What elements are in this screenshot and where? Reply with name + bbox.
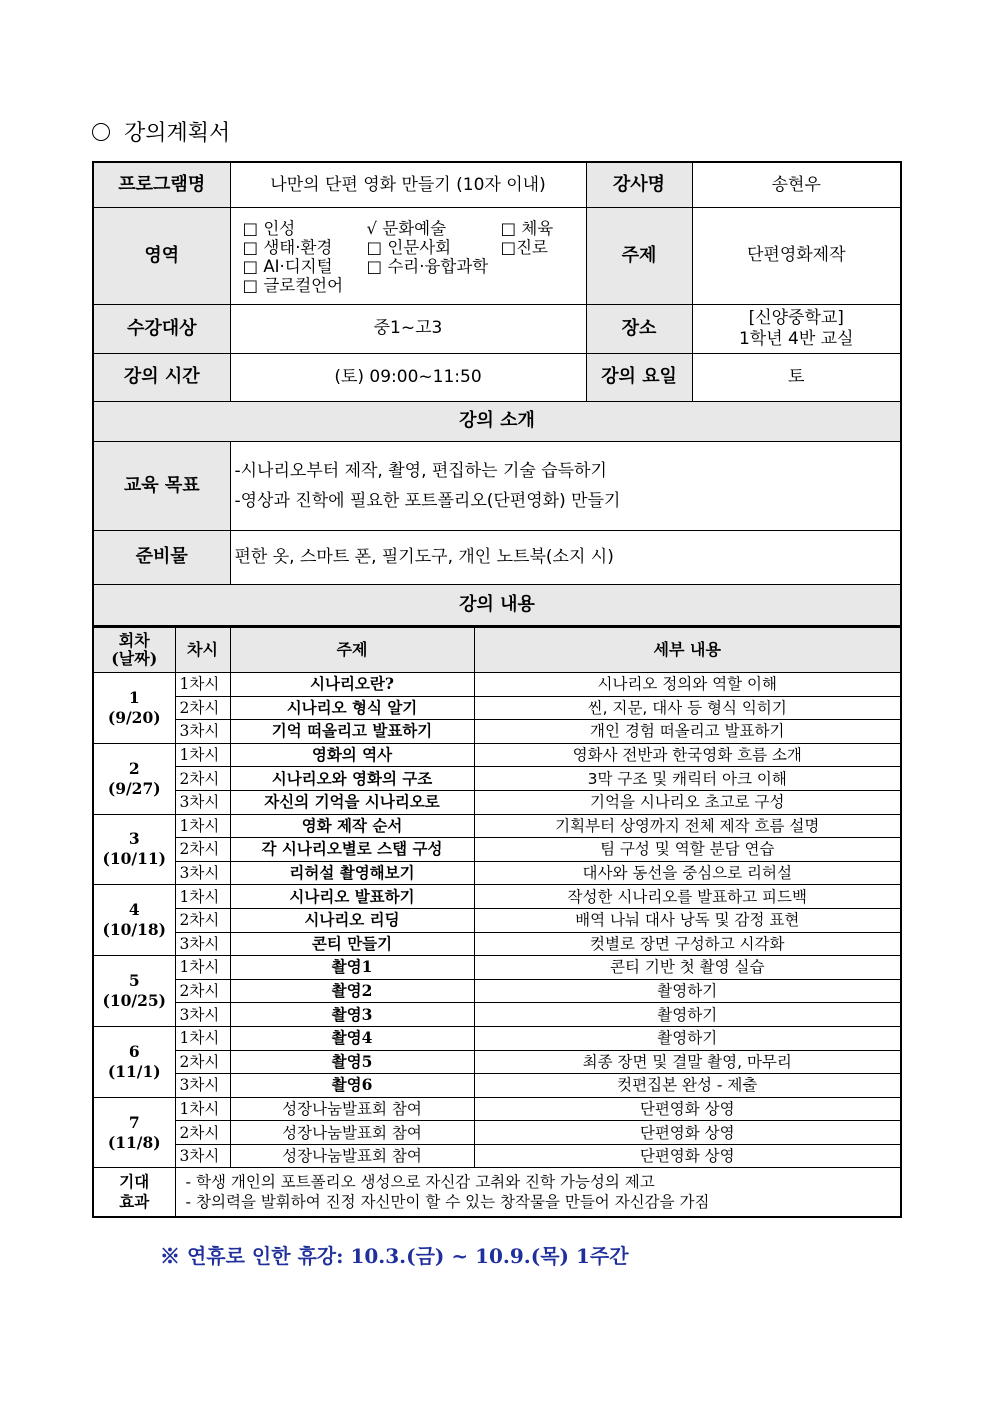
area-label: 영역 bbox=[93, 207, 230, 304]
area-option: □ 생태·환경 bbox=[242, 237, 333, 257]
detail-cell: 개인 경험 떠올리고 발표하기 bbox=[474, 720, 901, 744]
topic-cell: 성장나눔발표회 참여 bbox=[230, 1121, 474, 1145]
place-label: 장소 bbox=[586, 304, 692, 353]
goal-line2: -영상과 진학에 필요한 포트폴리오(단편영화) 만들기 bbox=[234, 490, 621, 511]
session-date: (10/11) bbox=[102, 849, 166, 869]
table-row bbox=[93, 1121, 901, 1145]
detail-cell: 대사와 동선을 중심으로 리허설 bbox=[474, 861, 901, 885]
effect-label bbox=[93, 1168, 175, 1217]
col-detail-header: 세부 내용 bbox=[474, 628, 901, 673]
table-row bbox=[93, 1050, 901, 1074]
topic-cell: 시나리오 리딩 bbox=[230, 908, 474, 932]
topic-cell: 시나리오와 영화의 구조 bbox=[230, 767, 474, 791]
detail-cell: 단편영화 상영 bbox=[474, 1121, 901, 1145]
program-label: 프로그램명 bbox=[93, 162, 230, 207]
session-date: (11/8) bbox=[107, 1132, 161, 1152]
topic-cell: 각 시나리오별로 스탭 구성 bbox=[230, 838, 474, 862]
session-number: 7 bbox=[128, 1112, 140, 1132]
topic-cell: 촬영2 bbox=[230, 979, 474, 1003]
info-table bbox=[92, 161, 902, 627]
table-row bbox=[93, 696, 901, 720]
col-session-line1: 회차 bbox=[118, 631, 150, 650]
topic-cell: 촬영4 bbox=[230, 1026, 474, 1050]
detail-cell: 배역 나눠 대사 낭독 및 감정 표현 bbox=[474, 908, 901, 932]
detail-cell: 촬영하기 bbox=[474, 979, 901, 1003]
holiday-notice: ※ 연휴로 인한 휴강: 10.3.(금) ~ 10.9.(목) 1주간 bbox=[160, 1244, 629, 1268]
period-cell: 2차시 bbox=[175, 1050, 230, 1074]
period-cell: 2차시 bbox=[175, 838, 230, 862]
topic-cell: 영화 제작 순서 bbox=[230, 814, 474, 838]
detail-cell: 시나리오 정의와 역할 이해 bbox=[474, 673, 901, 697]
table-row bbox=[93, 814, 901, 838]
detail-cell: 컷편집본 완성 - 제출 bbox=[474, 1074, 901, 1098]
session-date: (10/25) bbox=[102, 991, 166, 1011]
area-checkbox-group bbox=[230, 207, 586, 304]
table-row bbox=[93, 979, 901, 1003]
session-cell bbox=[93, 814, 175, 885]
detail-cell: 촬영하기 bbox=[474, 1026, 901, 1050]
session-cell bbox=[93, 885, 175, 956]
area-option: □ AI·디지털 bbox=[242, 256, 333, 276]
session-date: (10/18) bbox=[102, 920, 166, 940]
area-option: □진로 bbox=[500, 237, 548, 257]
effect-line2: - 창의력을 발휘하여 진정 자신만이 할 수 있는 창작물을 만들어 자신감을 가짐 bbox=[185, 1193, 710, 1212]
period-cell: 1차시 bbox=[175, 1097, 230, 1121]
area-option: □ 인성 bbox=[242, 218, 296, 238]
table-row bbox=[93, 1097, 901, 1121]
topic-cell: 자신의 기억을 시나리오로 bbox=[230, 790, 474, 814]
detail-cell: 씬, 지문, 대사 등 형식 익히기 bbox=[474, 696, 901, 720]
subject-label: 주제 bbox=[586, 207, 692, 304]
period-cell: 1차시 bbox=[175, 885, 230, 909]
table-row bbox=[93, 1003, 901, 1027]
session-number: 5 bbox=[128, 971, 140, 991]
period-cell: 3차시 bbox=[175, 1003, 230, 1027]
prep-label: 준비물 bbox=[93, 530, 230, 584]
topic-cell: 콘티 만들기 bbox=[230, 932, 474, 956]
place-line2: 1학년 4반 교실 bbox=[738, 328, 854, 349]
session-cell bbox=[93, 1097, 175, 1168]
period-cell: 3차시 bbox=[175, 1074, 230, 1098]
detail-cell: 팀 구성 및 역할 분담 연습 bbox=[474, 838, 901, 862]
period-cell: 3차시 bbox=[175, 932, 230, 956]
area-option: √ 문화예술 bbox=[366, 218, 447, 238]
topic-cell: 성장나눔발표회 참여 bbox=[230, 1097, 474, 1121]
session-date: (9/20) bbox=[107, 707, 161, 727]
period-cell: 2차시 bbox=[175, 767, 230, 791]
topic-cell: 성장나눔발표회 참여 bbox=[230, 1144, 474, 1168]
table-row bbox=[93, 908, 901, 932]
topic-cell: 기억 떠올리고 발표하기 bbox=[230, 720, 474, 744]
period-cell: 3차시 bbox=[175, 1144, 230, 1168]
topic-cell: 촬영6 bbox=[230, 1074, 474, 1098]
table-row bbox=[93, 673, 901, 697]
circle-bullet-icon bbox=[92, 123, 110, 141]
instructor-label: 강사명 bbox=[586, 162, 692, 207]
target-label: 수강대상 bbox=[93, 304, 230, 353]
heading-text: 강의계획서 bbox=[124, 121, 231, 146]
period-cell: 1차시 bbox=[175, 956, 230, 980]
session-date: (11/1) bbox=[107, 1061, 161, 1081]
detail-cell: 작성한 시나리오를 발표하고 피드백 bbox=[474, 885, 901, 909]
detail-cell: 영화사 전반과 한국영화 흐름 소개 bbox=[474, 743, 901, 767]
intro-section-title: 강의 소개 bbox=[93, 401, 901, 441]
col-session-line2: (날짜) bbox=[111, 649, 158, 668]
topic-cell: 촬영3 bbox=[230, 1003, 474, 1027]
detail-cell: 단편영화 상영 bbox=[474, 1097, 901, 1121]
area-option: □ 수리·융합과학 bbox=[366, 256, 489, 276]
period-cell: 3차시 bbox=[175, 861, 230, 885]
table-row bbox=[93, 767, 901, 791]
session-number: 2 bbox=[128, 758, 140, 778]
area-option: □ 체육 bbox=[500, 218, 554, 238]
session-date: (9/27) bbox=[107, 778, 161, 798]
period-cell: 1차시 bbox=[175, 743, 230, 767]
period-cell: 1차시 bbox=[175, 814, 230, 838]
topic-cell: 리허설 촬영해보기 bbox=[230, 861, 474, 885]
session-cell bbox=[93, 956, 175, 1027]
table-row bbox=[93, 838, 901, 862]
session-cell bbox=[93, 673, 175, 744]
table-row bbox=[93, 932, 901, 956]
table-row bbox=[93, 885, 901, 909]
session-number: 6 bbox=[128, 1041, 140, 1061]
goal-line1: -시나리오부터 제작, 촬영, 편집하는 기술 습득하기 bbox=[234, 460, 607, 481]
goal-label: 교육 목표 bbox=[93, 441, 230, 530]
topic-cell: 영화의 역사 bbox=[230, 743, 474, 767]
schedule-table bbox=[92, 627, 902, 1218]
session-cell bbox=[93, 743, 175, 814]
table-row bbox=[93, 861, 901, 885]
instructor-value: 송현우 bbox=[692, 162, 901, 207]
goal-value bbox=[230, 441, 901, 530]
col-topic-header: 주제 bbox=[230, 628, 474, 673]
subject-value: 단편영화제작 bbox=[692, 207, 901, 304]
topic-cell: 시나리오 발표하기 bbox=[230, 885, 474, 909]
table-row bbox=[93, 790, 901, 814]
document-heading bbox=[92, 116, 230, 147]
detail-cell: 촬영하기 bbox=[474, 1003, 901, 1027]
day-label: 강의 요일 bbox=[586, 353, 692, 401]
time-label: 강의 시간 bbox=[93, 353, 230, 401]
session-number: 1 bbox=[128, 687, 140, 707]
detail-cell: 3막 구조 및 캐릭터 아크 이해 bbox=[474, 767, 901, 791]
period-cell: 2차시 bbox=[175, 1121, 230, 1145]
day-value: 토 bbox=[692, 353, 901, 401]
period-cell: 3차시 bbox=[175, 720, 230, 744]
detail-cell: 기억을 시나리오 초고로 구성 bbox=[474, 790, 901, 814]
target-value: 중1~고3 bbox=[230, 304, 586, 353]
detail-cell: 기획부터 상영까지 전체 제작 흐름 설명 bbox=[474, 814, 901, 838]
prep-value: 편한 옷, 스마트 폰, 필기도구, 개인 노트북(소지 시) bbox=[230, 530, 901, 584]
col-session-header bbox=[93, 628, 175, 673]
table-row bbox=[93, 743, 901, 767]
period-cell: 3차시 bbox=[175, 790, 230, 814]
detail-cell: 단편영화 상영 bbox=[474, 1144, 901, 1168]
period-cell: 1차시 bbox=[175, 1026, 230, 1050]
topic-cell: 시나리오란? bbox=[230, 673, 474, 697]
period-cell: 2차시 bbox=[175, 908, 230, 932]
place-value bbox=[692, 304, 901, 353]
session-cell bbox=[93, 1026, 175, 1097]
table-row bbox=[93, 1074, 901, 1098]
period-cell: 1차시 bbox=[175, 673, 230, 697]
place-line1: [신양중학교] bbox=[748, 308, 844, 329]
topic-cell: 촬영1 bbox=[230, 956, 474, 980]
effect-label-line2: 효과 bbox=[119, 1192, 150, 1212]
effect-label-line1: 기대 bbox=[119, 1172, 150, 1192]
detail-cell: 컷별로 장면 구성하고 시각화 bbox=[474, 932, 901, 956]
topic-cell: 시나리오 형식 알기 bbox=[230, 696, 474, 720]
session-number: 3 bbox=[128, 829, 140, 849]
topic-cell: 촬영5 bbox=[230, 1050, 474, 1074]
table-row bbox=[93, 1144, 901, 1168]
program-value: 나만의 단편 영화 만들기 (10자 이내) bbox=[230, 162, 586, 207]
effect-line1: - 학생 개인의 포트폴리오 생성으로 자신감 고취와 진학 가능성의 제고 bbox=[185, 1173, 655, 1192]
detail-cell: 콘티 기반 첫 촬영 실습 bbox=[474, 956, 901, 980]
time-value: (토) 09:00~11:50 bbox=[230, 353, 586, 401]
detail-cell: 최종 장면 및 결말 촬영, 마무리 bbox=[474, 1050, 901, 1074]
period-cell: 2차시 bbox=[175, 696, 230, 720]
content-section-title: 강의 내용 bbox=[93, 584, 901, 626]
col-period-header: 차시 bbox=[175, 628, 230, 673]
area-option: □ 글로컬언어 bbox=[242, 275, 344, 295]
area-option: □ 인문사회 bbox=[366, 237, 452, 257]
table-row bbox=[93, 1026, 901, 1050]
table-row bbox=[93, 956, 901, 980]
session-number: 4 bbox=[128, 900, 140, 920]
period-cell: 2차시 bbox=[175, 979, 230, 1003]
effect-value bbox=[175, 1168, 901, 1217]
table-row bbox=[93, 720, 901, 744]
